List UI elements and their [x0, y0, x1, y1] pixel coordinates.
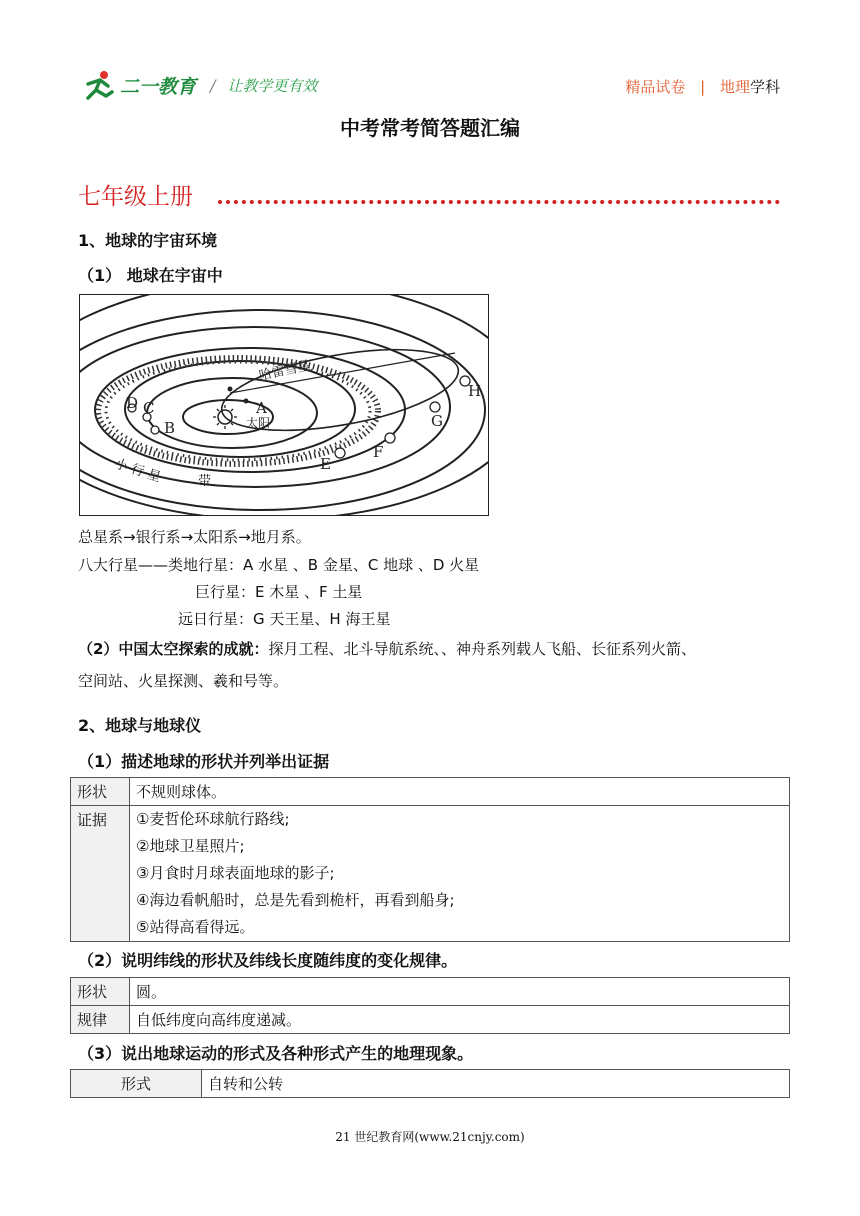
- latitude-shape-label: 形状: [71, 978, 130, 1006]
- header-tag-subject-suffix: 学科: [749, 78, 780, 96]
- evidence-item: ①麦哲伦环球航行路线;: [136, 810, 290, 828]
- topic1-heading: 1、地球的宇宙环境: [78, 231, 218, 250]
- latitude-shape-value: 圆。: [130, 978, 790, 1006]
- solar-system-diagram: [79, 294, 489, 516]
- sun-label: 太阳: [246, 416, 271, 430]
- latitude-table: [70, 977, 790, 1034]
- page-footer: 21 世纪教育网(www.21cnjy.com): [335, 1130, 525, 1144]
- topic2-q3: （3）说出地球运动的形式及各种形式产生的地理现象。: [78, 1044, 474, 1063]
- shape-evidence-table: [70, 777, 790, 942]
- evidence-item: ⑤站得高看得远。: [136, 918, 255, 936]
- comet-label: 哈雷彗星: [257, 358, 312, 384]
- latitude-rule-value: 自低纬度向高纬度递减。: [130, 1006, 790, 1034]
- evidence-list: [130, 806, 790, 942]
- table-row: [71, 806, 790, 942]
- topic2-q2: （2）说明纬线的形状及纬线长度随纬度的变化规律。: [78, 951, 458, 970]
- table-row: [71, 1006, 790, 1034]
- planets-outer: 远日行星：G 天王星、H 海王星: [178, 610, 391, 628]
- brand-name: 二一教育: [120, 75, 197, 98]
- motion-form-label: 形式: [71, 1070, 202, 1098]
- evidence-item: ④海边看帆船时，总是先看到桅杆，再看到船身;: [136, 891, 455, 909]
- runner-logo-icon: [82, 70, 116, 100]
- galaxy-hierarchy: 总星系→银行系→太阳系→地月系。: [78, 528, 311, 546]
- planet-label-f: F: [373, 443, 384, 461]
- planet-label-g: G: [431, 412, 443, 430]
- latitude-rule-label: 规律: [71, 1006, 130, 1034]
- solar-system-svg: [80, 295, 488, 515]
- topic1-sub1: （1） 地球在宇宙中: [78, 266, 223, 285]
- table-row: [71, 978, 790, 1006]
- table-row: [71, 778, 790, 806]
- planets-giant: 巨行星：E 木星 、F 土星: [195, 583, 363, 601]
- topic2-heading: 2、地球与地球仪: [78, 716, 202, 735]
- brand-slogan: 让教学更有效: [227, 76, 318, 95]
- motion-form-value: 自转和公转: [202, 1070, 790, 1098]
- table-row: [71, 1070, 790, 1098]
- evidence-label: 证据: [71, 806, 130, 942]
- document-title: 中考常考简答题汇编: [340, 116, 520, 140]
- evidence-item: ③月食时月球表面地球的影子;: [136, 864, 335, 882]
- section-dotted-leader: [218, 200, 780, 204]
- section-heading-row: [78, 178, 780, 208]
- header-logo: [82, 70, 317, 100]
- shape-label: 形状: [71, 778, 130, 806]
- planet-label-h: H: [468, 382, 482, 400]
- space-achievements-cont: 空间站、火星探测、羲和号等。: [78, 672, 289, 690]
- asteroid-belt-label: 小 行 星: [112, 456, 163, 486]
- planet-label-a: A: [256, 399, 267, 417]
- space-achievements-text-a: 探月工程、北斗导航系统、、神舟系列载人飞船、长征系列火箭、: [268, 640, 696, 658]
- planet-label-e: E: [320, 455, 331, 473]
- space-achievements-label: （2）中国太空探索的成就：: [78, 640, 269, 658]
- planet-label-d: D: [126, 394, 139, 412]
- topic2-q1: （1）描述地球的形状并列举出证据: [78, 752, 330, 771]
- brand-divider: /: [210, 75, 216, 95]
- space-achievements: [78, 638, 788, 659]
- asteroid-belt-label-2: 带: [198, 474, 212, 489]
- section-title: 七年级上册: [78, 184, 193, 210]
- shape-value: 不规则球体。: [130, 778, 790, 806]
- earth-motion-table: [70, 1069, 790, 1098]
- planet-label-c: C: [143, 399, 155, 417]
- header-tag-quality: 精品试卷: [625, 78, 686, 96]
- planets-terrestrial: 八大行星——类地行星：A 水星 、B 金星、C 地球 、D 火星: [78, 556, 480, 574]
- evidence-item: ②地球卫星照片;: [136, 837, 245, 855]
- header-tag-subject: 地理: [719, 78, 750, 96]
- planet-label-b: B: [164, 419, 176, 437]
- header-separator: |: [700, 78, 706, 96]
- header-subject: [625, 76, 780, 97]
